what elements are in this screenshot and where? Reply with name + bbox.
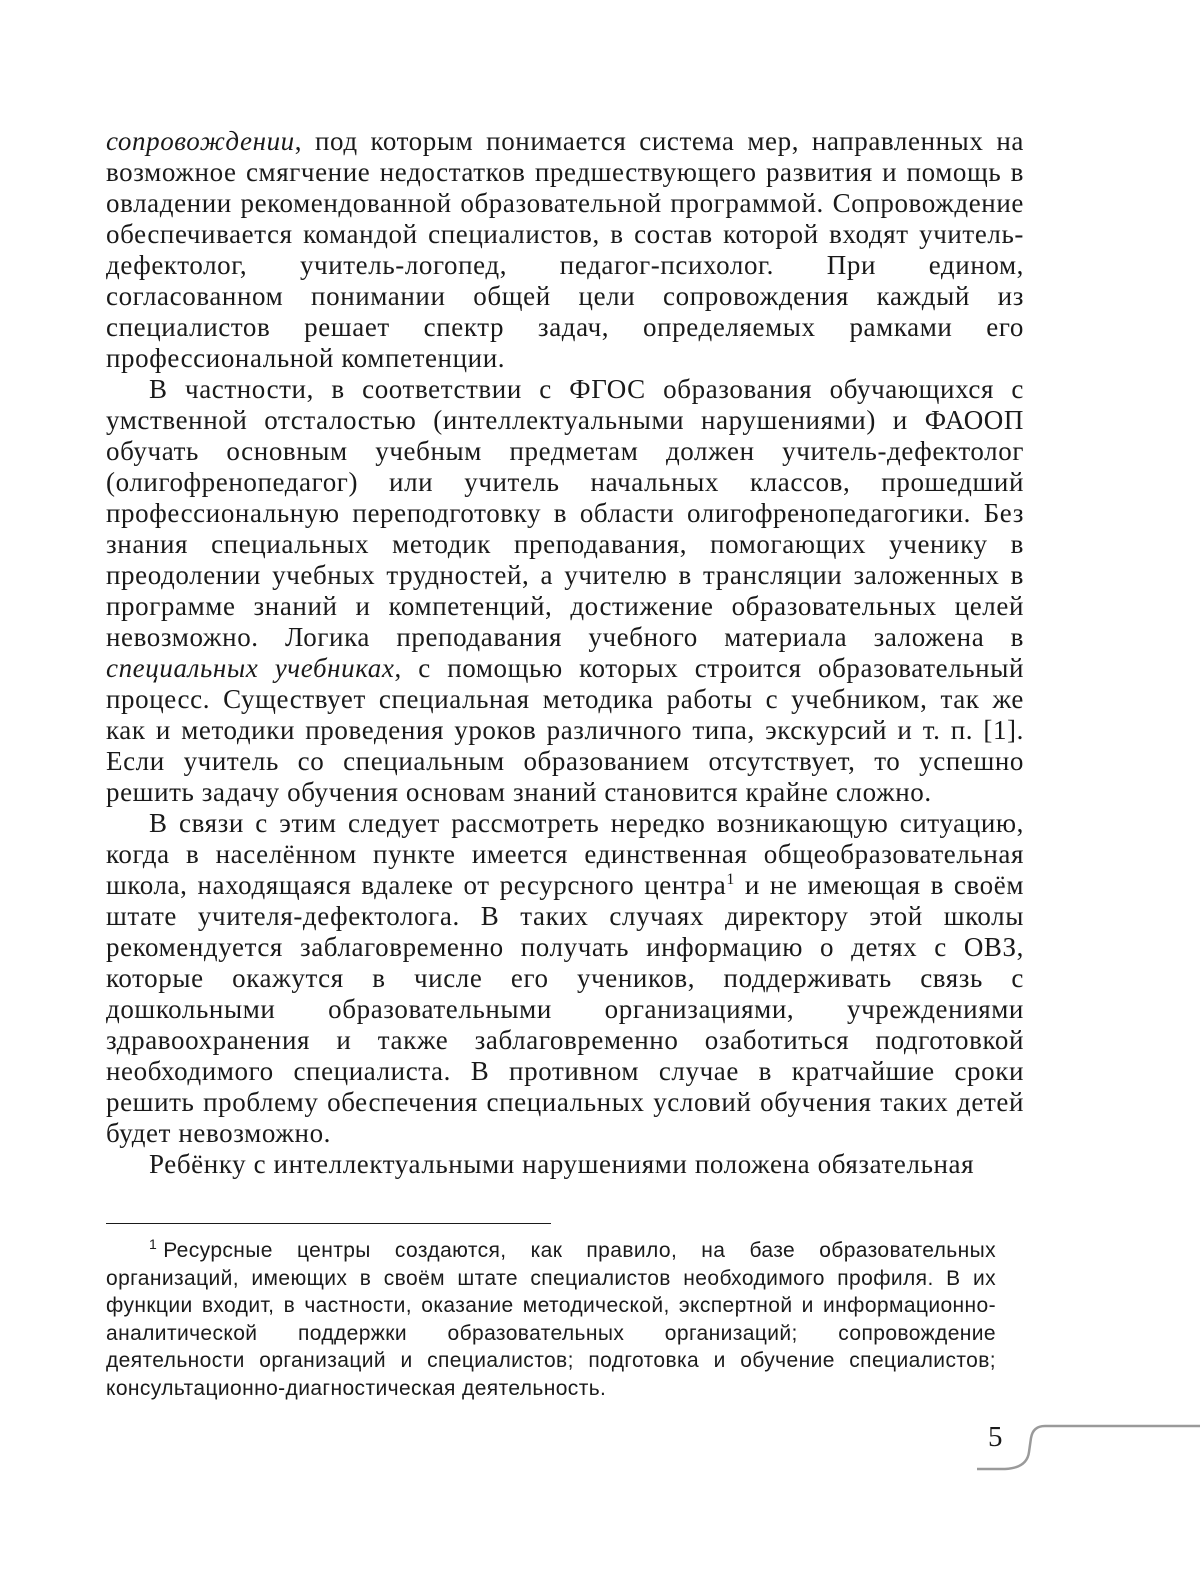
paragraph: [106, 374, 1024, 808]
text-run: и не имеющая в своём штате учителя-дефектолога. В таких случаях директору этой школы рекомендуется заблаговременно получать информацию о детях с ОВЗ, которые окажутся в числе его учеников, поддерживать связь с дошкольными образовательными организациями, учреждениями здравоохранения и также заблаговременно озаботиться подготовкой необходимого специалиста. В противном случае в кратчайшие сроки решить проблему обеспечения специальных условий обучения таких детей будет невозможно.: [106, 870, 1025, 1148]
text-run: В связи с этим следует рассмотреть нередко возникающую ситуацию, когда в населённом пункте имеется единственная общеобразовательная школа, находящаяся вдалеке от ресурсного центра: [106, 808, 1024, 900]
footnote-reference: 1: [726, 871, 735, 888]
paragraph: [106, 1149, 1024, 1180]
text-run: , с помощью которых строится образовательный процесс. Существует специальная методика работы с учебником, так же как и методики проведения уроков различного типа, экскурсий и т. п. [1]. Если учитель со специальным образованием отсутствует, то успешно решить задачу обучения основам знаний становится крайне сложно.: [106, 653, 1024, 807]
footnote-separator: [106, 1223, 551, 1224]
paragraph: [106, 808, 1024, 1149]
text-run: , под которым понимается система мер, направленных на возможное смягчение недостатков предшествующего развития и помощь в овладении рекомендованной образовательной программой. Сопровождение обеспечивается командой специалистов, в состав которой входят учитель-дефектолог, учитель-логопед, педагог-психолог. При едином, согласованном понимании общей цели сопровождения каждый из специалистов решает спектр задач, определяемых рамками его профессиональной компетенции.: [106, 126, 1024, 373]
italic-term: специальных учебниках: [106, 653, 395, 683]
italic-term: сопровождении: [106, 126, 295, 156]
footnote: [106, 1237, 996, 1402]
main-text: [106, 126, 1024, 1180]
text-run: В частности, в соответствии с ФГОС образования обучающихся с умственной отсталостью (интеллектуальными нарушениями) и ФАООП обучать основным учебным предметам должен учитель-дефектолог (олигофренопедагог) или учитель начальных классов, прошедший профессиональную переподготовку в области олигофренопедагогики. Без знания специальных методик преподавания, помогающих ученику в преодолении учебных трудностей, а учителю в трансляции заложенных в программе знаний и компетенций, достижение образовательных целей невозможно. Логика преподавания учебного материала заложена в: [106, 374, 1024, 652]
page-corner-ornament: [975, 1424, 1200, 1474]
paragraph: [106, 126, 1024, 374]
footnote-text: Ресурсные центры создаются, как правило, на базе образовательных организаций, имеющих в своём штате специалистов необходимого профиля. В их функции входит, в частности, оказание методической, экспертной и информационно-аналитической поддержки образовательных организаций; сопровождение деятельности организаций и специалистов; подготовка и обучение специалистов; консультационно-диагностическая деятельность.: [106, 1239, 996, 1400]
footnote-marker: 1: [149, 1236, 158, 1252]
page-number: 5: [988, 1421, 1003, 1453]
text-run: Ребёнку с интеллектуальными нарушениями положена обязательная: [149, 1149, 975, 1179]
